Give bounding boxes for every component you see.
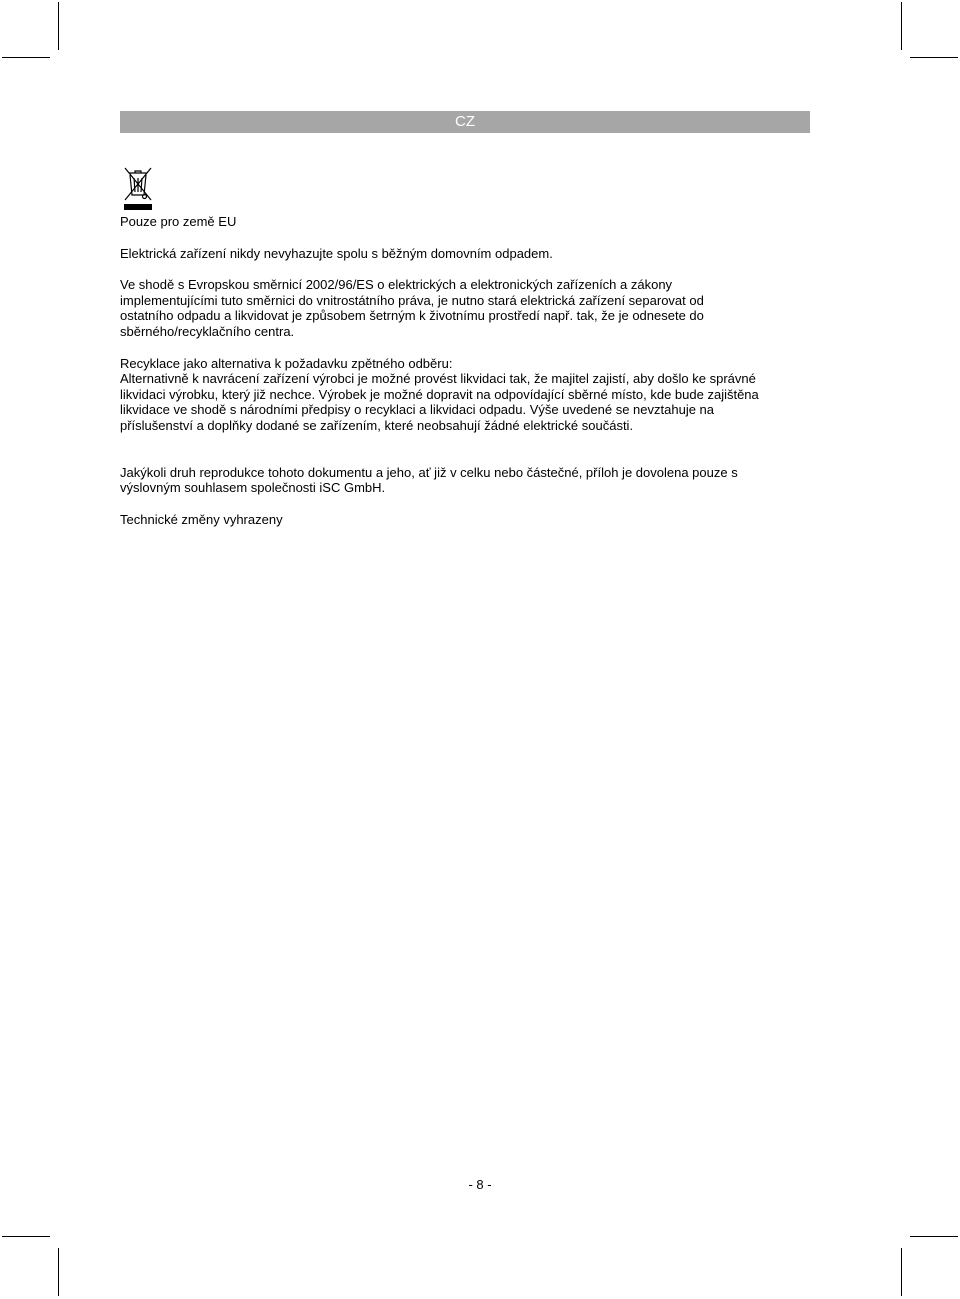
directive-paragraph: Ve shodě s Evropskou směrnicí 2002/96/ES o elektrických a elektronických zařízeních a zákony implementujícími tuto směrnici do vnitrostátního práva, je nutno stará elektrická zařízení separovat od ostatního odpadu a likvidovat je způsobem šetrným k životnímu prostředí např. tak, že je odnesete do sběrného/recyklačního centra.	[120, 277, 704, 339]
crop-mark-top-left-vertical	[58, 2, 59, 50]
crop-mark-bottom-left-vertical	[58, 1248, 59, 1296]
crossed-out-wheelie-bin-icon	[121, 164, 155, 212]
crop-mark-bottom-left-horizontal	[2, 1236, 50, 1237]
crop-mark-bottom-right-horizontal	[910, 1236, 958, 1237]
language-code: CZ	[455, 113, 475, 130]
crop-mark-bottom-right-vertical	[901, 1248, 902, 1296]
document-body	[120, 214, 760, 527]
crop-mark-top-left-horizontal	[2, 57, 50, 58]
reproduction-notice: Jakýkoli druh reprodukce tohoto dokumentu a jeho, ať již v celku nebo částečné, příloh je dovolena pouze s výslovným souhlasem společnosti iSC GmbH.	[120, 464, 738, 496]
recycling-heading: Recyklace jako alternativa k požadavku zpětného odběru:	[120, 355, 453, 371]
crop-mark-top-right-vertical	[901, 2, 902, 50]
recycling-paragraph: Alternativně k navrácení zařízení výrobci je možné provést likvidaci tak, že majitel zajistí, aby došlo ke správné likvidaci výrobku, který již nechce. Výrobek je možné dopravit na odpovídající sběrné místo, kde bude zajištěna likvidace ve shodě s národními předpisy o recyklaci a likvidaci odpadu. Výše uvedené se nevztahuje na příslušenství a doplňky dodané se zařízením, které neobsahují žádné elektrické součásti.	[120, 371, 759, 433]
crop-mark-top-right-horizontal	[910, 57, 958, 58]
page-number: - 8 -	[468, 1177, 492, 1192]
disposal-warning: Elektrická zařízení nikdy nevyhazujte spolu s běžným domovním odpadem.	[120, 245, 553, 261]
eu-only-note: Pouze pro země EU	[120, 214, 237, 229]
language-header-bar	[120, 111, 810, 133]
technical-changes-note: Technické změny vyhrazeny	[120, 511, 283, 527]
